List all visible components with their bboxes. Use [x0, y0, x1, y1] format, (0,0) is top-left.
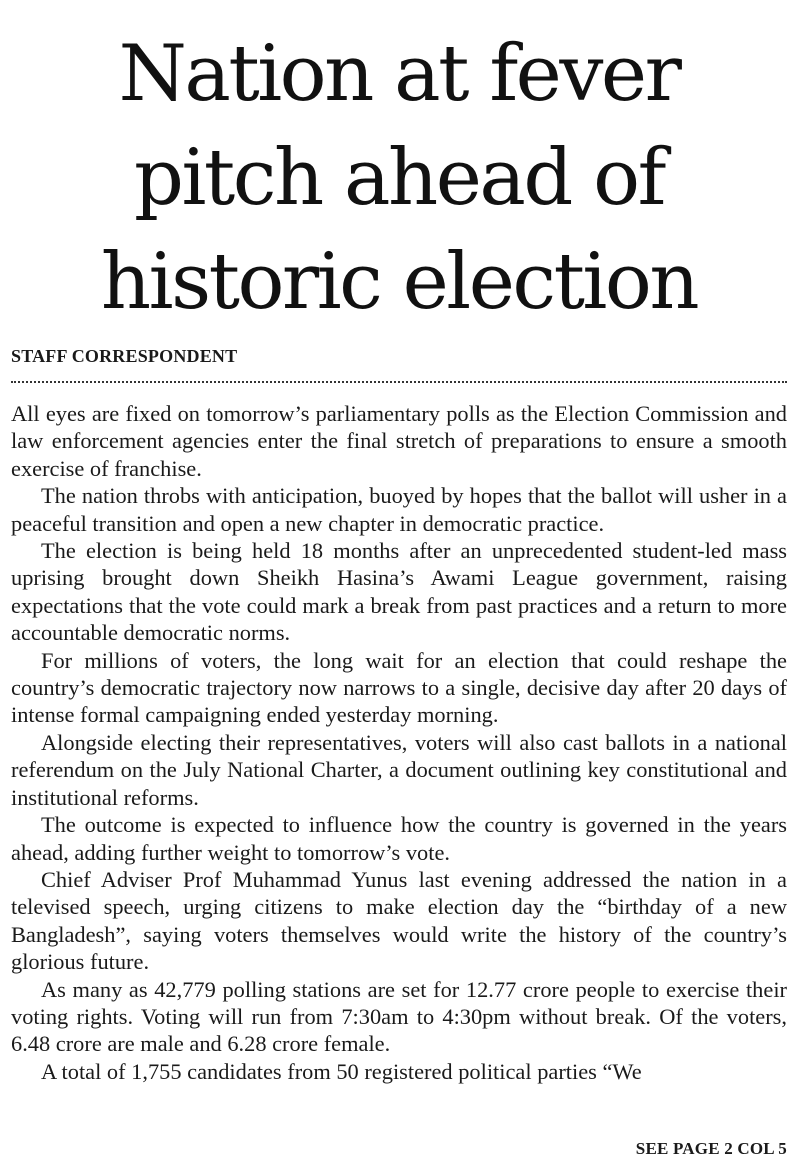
body-paragraph: The nation throbs with anticipation, buoyed by hopes that the ballot will usher in a peaceful transition and open a new chapter in democratic practice. — [11, 483, 787, 536]
continuation-jump-line: SEE PAGE 2 COL 5 — [635, 1139, 787, 1158]
headline — [11, 22, 787, 334]
article-page — [11, 0, 787, 1174]
body-paragraph: The outcome is expected to influence how the country is governed in the years ahead, adding further weight to tomorrow’s vote. — [11, 812, 787, 865]
headline-line-1: Nation at fever — [118, 29, 680, 119]
body-paragraph: A total of 1,755 candidates from 50 registered political parties “We — [41, 1058, 642, 1084]
headline-line-3: historic election — [100, 237, 698, 327]
body-paragraph: For millions of voters, the long wait for an election that could reshape the country’s democratic trajectory now narrows to a single, decisive day after 20 days of intense formal campaigning ended yesterday morning. — [11, 647, 787, 728]
headline-line-2: pitch ahead of — [134, 133, 664, 223]
body-paragraph: All eyes are fixed on tomorrow’s parliamentary polls as the Election Commission and law enforcement agencies enter the final stretch of preparations to ensure a smooth exercise of franchise. — [11, 401, 787, 481]
article-body — [11, 400, 787, 1085]
body-paragraph: The election is being held 18 months after an unprecedented student-led mass uprising brought down Sheikh Hasina’s Awami League government, raising expectations that the vote could mark a break from past practices and a return to more accountable democratic norms. — [11, 538, 787, 646]
body-paragraph: As many as 42,779 polling stations are set for 12.77 crore people to exercise their voting rights. Voting will run from 7:30am to 4:30pm without break. Of the voters, 6.48 crore are male and 6.28 crore female. — [11, 976, 787, 1057]
body-paragraph: Chief Adviser Prof Muhammad Yunus last evening addressed the nation in a televised speech, urging citizens to make election day the “birthday of a new Bangladesh”, saying voters themselves would write the history of the country’s glorious future. — [11, 866, 787, 975]
dotted-divider — [11, 381, 787, 383]
body-paragraph: Alongside electing their representatives, voters will also cast ballots in a national referendum on the July National Charter, a document outlining key constitutional and institutional reforms. — [11, 729, 787, 810]
byline: STAFF CORRESPONDENT — [11, 346, 238, 366]
